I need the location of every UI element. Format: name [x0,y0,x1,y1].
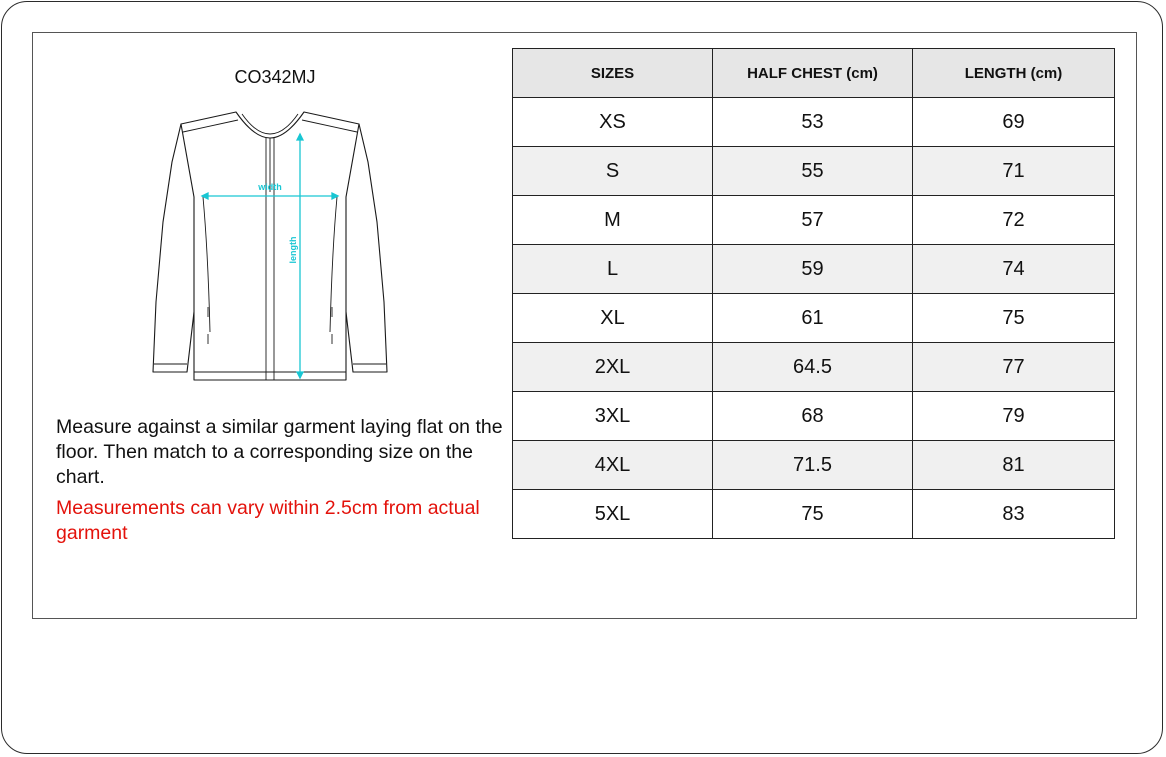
table-header-row [513,49,1115,98]
length-cell: 83 [913,490,1115,539]
half-chest-cell: 57 [713,196,913,245]
length-cell: 79 [913,392,1115,441]
garment-diagram [150,102,390,384]
header-sizes: SIZES [513,49,713,98]
size-cell: 3XL [513,392,713,441]
size-chart-table [512,48,1115,539]
length-cell: 71 [913,147,1115,196]
table-row [513,98,1115,147]
size-cell: L [513,245,713,294]
length-cell: 72 [913,196,1115,245]
table-row [513,294,1115,343]
measure-instructions: Measure against a similar garment laying flat on the floor. Then match to a corresponding size on the chart. [56,416,503,488]
width-label: width [258,182,282,192]
length-cell: 77 [913,343,1115,392]
length-cell: 81 [913,441,1115,490]
size-cell: 4XL [513,441,713,490]
size-cell: 5XL [513,490,713,539]
size-cell: S [513,147,713,196]
table-row [513,196,1115,245]
table-row [513,147,1115,196]
size-cell: XL [513,294,713,343]
table-row [513,490,1115,539]
half-chest-cell: 71.5 [713,441,913,490]
table-row [513,392,1115,441]
length-cell: 69 [913,98,1115,147]
size-cell: 2XL [513,343,713,392]
half-chest-cell: 64.5 [713,343,913,392]
length-cell: 74 [913,245,1115,294]
size-cell: XS [513,98,713,147]
size-cell: M [513,196,713,245]
half-chest-cell: 55 [713,147,913,196]
length-cell: 75 [913,294,1115,343]
half-chest-cell: 75 [713,490,913,539]
half-chest-cell: 61 [713,294,913,343]
product-code: CO342MJ [234,67,316,87]
length-label: length [288,236,298,264]
header-length: LENGTH (cm) [913,49,1115,98]
table-row [513,441,1115,490]
table-row [513,343,1115,392]
measurement-warning: Measurements can vary within 2.5cm from actual garment [56,497,480,544]
half-chest-cell: 53 [713,98,913,147]
half-chest-cell: 59 [713,245,913,294]
half-chest-cell: 68 [713,392,913,441]
header-half-chest: HALF CHEST (cm) [713,49,913,98]
table-row [513,245,1115,294]
